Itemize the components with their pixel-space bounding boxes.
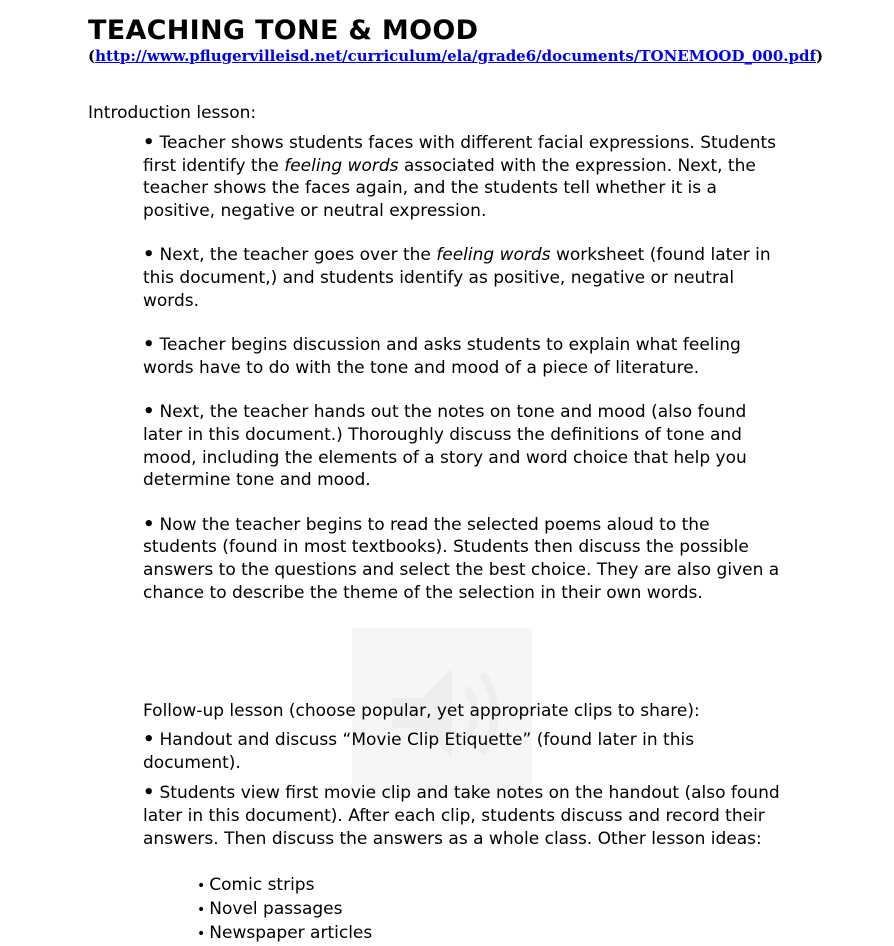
spacer [143, 312, 783, 334]
bullet-icon: • [143, 729, 155, 750]
bullet-text: Handout and discuss “Movie Clip Etiquette” (found later in this document). [143, 730, 695, 773]
bullet-text: Next, the teacher goes over the [159, 245, 437, 266]
document-title: TEACHING TONE & MOOD [88, 15, 479, 46]
bullet-icon: • [197, 902, 206, 918]
followup-bullet-item [143, 728, 783, 775]
source-close-paren: ) [815, 47, 824, 65]
intro-bullet-item [143, 132, 783, 222]
intro-bullet-list [143, 132, 783, 604]
bullet-text: associated with the expression. Next, the teacher shows the faces again, and the students tell whether it is a positive, negative or neutral expression. [143, 155, 756, 221]
source-open-paren: ( [88, 47, 96, 65]
other-idea-item [197, 898, 372, 922]
bullet-icon: • [143, 132, 155, 153]
bullet-text: Now the teacher begins to read the selected poems aloud to the students (found in most textbooks). Students then discuss the possible answers to the questions and select the best choice. They are also given a chance to describe the theme of the selection in their own words. [143, 514, 780, 603]
intro-bullet-item [143, 401, 783, 491]
followup-heading: Follow-up lesson (choose popular, yet appropriate clips to share): [143, 701, 700, 721]
intro-bullet-item [143, 514, 783, 604]
spacer [143, 222, 783, 244]
other-ideas-list [197, 874, 372, 946]
intro-bullet-item [143, 244, 783, 312]
bullet-icon: • [143, 782, 155, 803]
other-idea-text: Comic strips [209, 875, 315, 895]
spacer [143, 492, 783, 514]
bullet-icon: • [197, 926, 206, 942]
bullet-icon: • [143, 244, 155, 266]
other-idea-item [197, 922, 372, 946]
intro-heading: Introduction lesson: [88, 103, 257, 123]
bullet-icon: • [197, 878, 206, 894]
other-idea-text: Newspaper articles [209, 923, 373, 943]
followup-bullet-list [143, 728, 783, 857]
bullet-emphasis: feeling words [436, 245, 551, 266]
source-link[interactable]: http://www.pflugervilleisd.net/curriculum/ela/grade6/documents/TONEMOOD_000.pdf [95, 47, 816, 65]
bullet-text: Students view first movie clip and take notes on the handout (also found later in this document). After each clip, students discuss and record their answers. Then discuss the answers as a whole class. Other lesson ideas: [143, 783, 780, 849]
intro-bullet-item [143, 334, 783, 379]
bullet-icon: • [143, 334, 155, 356]
bullet-text: worksheet (found later in this document,) and students identify as positive, negative or neutral words. [143, 245, 771, 311]
spacer [143, 379, 783, 401]
bullet-icon: • [143, 513, 155, 535]
bullet-emphasis: feeling words [284, 155, 399, 176]
bullet-text: Next, the teacher hands out the notes on tone and mood (also found later in this document.) Thoroughly discuss the definitions of tone and mood, including the elements of a story and word choice that help you determine tone and mood. [143, 402, 747, 491]
bullet-text: Teacher begins discussion and asks students to explain what feeling words have to do with the tone and mood of a piece of literature. [143, 335, 741, 378]
source-citation [88, 47, 824, 65]
bullet-icon: • [143, 401, 155, 423]
followup-bullet-item [143, 781, 783, 851]
other-idea-text: Novel passages [209, 899, 343, 919]
bullet-text: Teacher shows students faces with different facial expressions. Students first identify the [143, 133, 777, 176]
other-idea-item [197, 874, 372, 898]
